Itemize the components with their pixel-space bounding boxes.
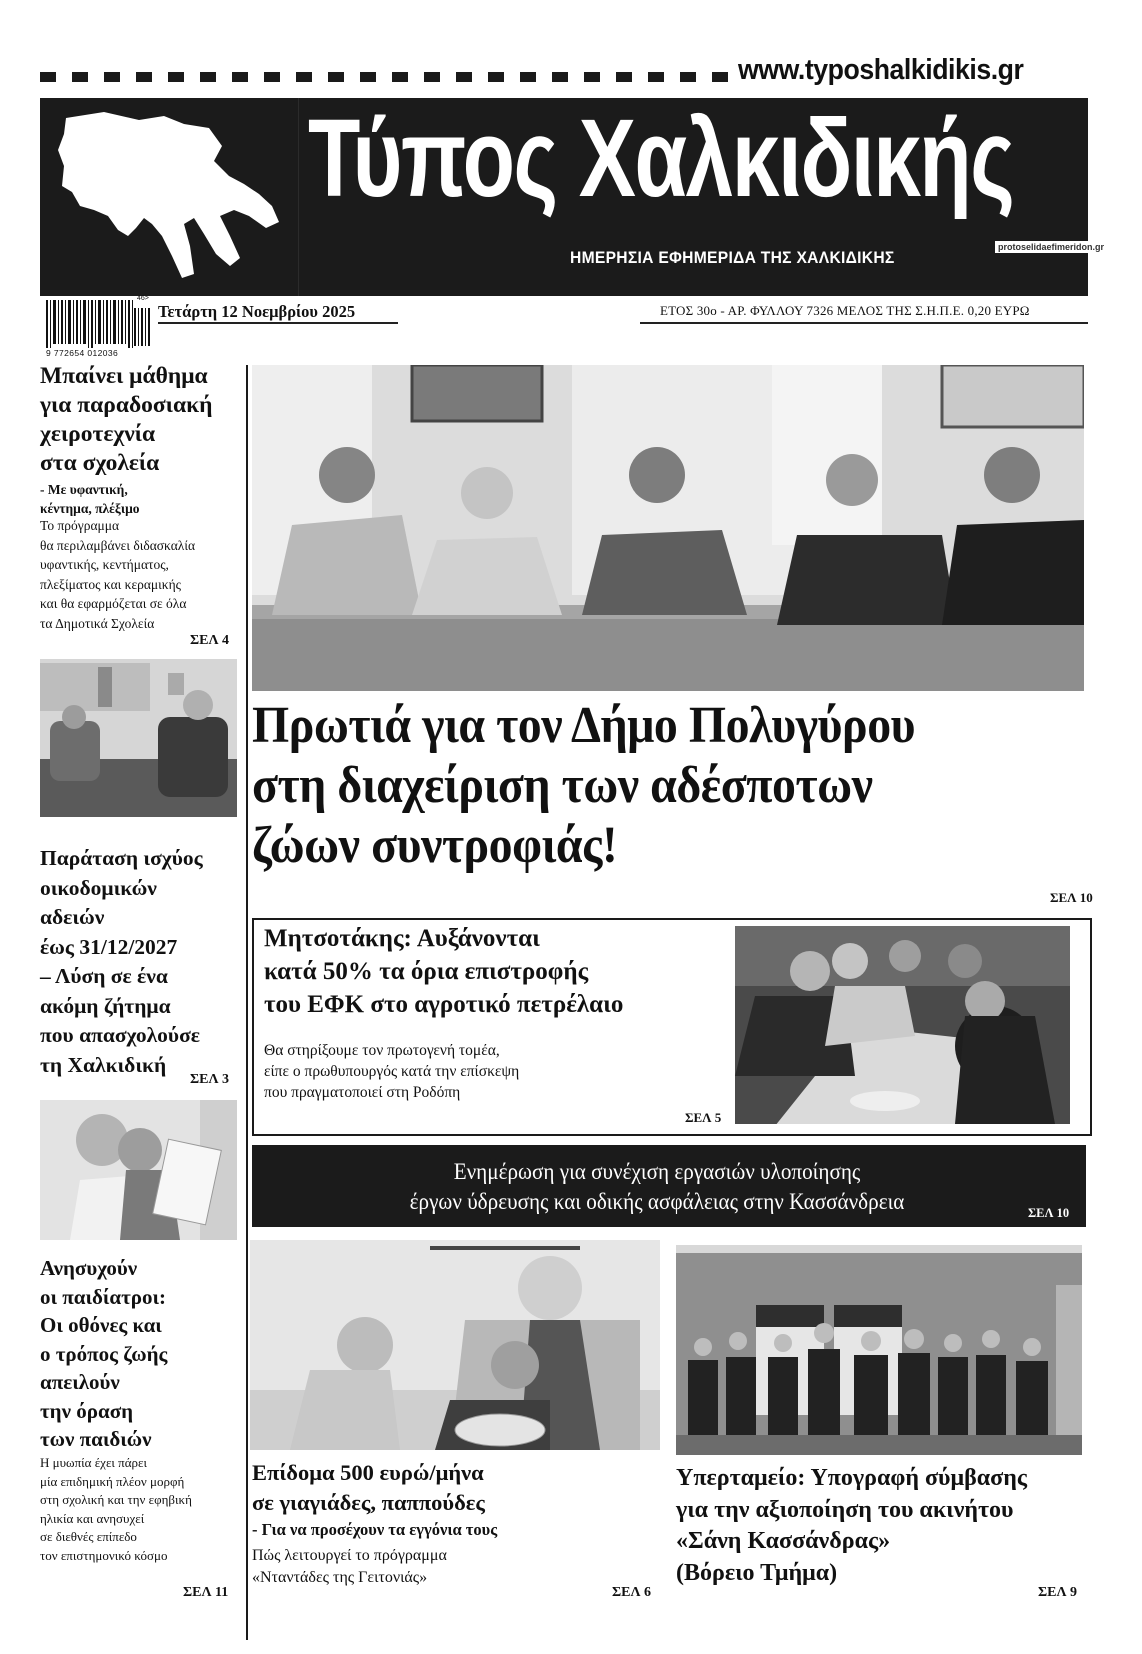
page-ref: ΣΕΛ 3 (190, 1072, 230, 1087)
story-crafts-headline[interactable]: Μπαίνει μάθημα για παραδοσιακή χειροτεχνία στα σχολεία (40, 363, 213, 476)
officials-press-conference-photo (252, 365, 1084, 691)
page-ref: ΣΕΛ 10 (1028, 1206, 1070, 1220)
newspaper-subtitle: ΗΜΕΡΗΣΙΑ ΕΦΗΜΕΡΙΔΑ ΤΗΣ ΧΑΛΚΙΔΙΚΗΣ (570, 248, 895, 267)
issue-date: Τετάρτη 12 Νοεμβρίου 2025 (158, 302, 356, 321)
date-rule (158, 322, 398, 324)
column-rule (246, 365, 248, 1640)
grandparents-headline[interactable]: Επίδομα 500 ευρώ/μήνα σε γιαγιάδες, παππούδες (252, 1460, 485, 1515)
story-myopia-body: Η μυωπία έχει πάρει μία επιδημική πλέον μορφή στη σχολική και την εφηβική ηλικία και ανησυχεί σε διεθνές επίπεδο τον επιστημονικό κόσμο (40, 1455, 192, 1563)
site-url-link[interactable]: www.typoshalkidikis.gr (738, 54, 1024, 86)
grandparents-subheadline: - Για να προσέχουν τα εγγόνια τους (252, 1520, 498, 1539)
lead-headline[interactable]: Πρωτιά για τον Δήμο Πολυγύρου στη διαχείριση των αδέσποτων ζώων συντροφιάς! (252, 697, 916, 874)
dashed-rule (40, 72, 730, 82)
info-rule (640, 322, 1088, 324)
hypertameio-headline[interactable]: Υπερταμείο: Υπογραφή σύμβασης για την αξιοποίηση του ακινήτου «Σάνη Κασσάνδρας» (Βόρειο Τμήμα) (676, 1465, 1027, 1586)
barcode-addon-icon (134, 302, 150, 346)
prime-minister-table-photo (735, 926, 1070, 1124)
page-ref: ΣΕΛ 9 (1038, 1585, 1078, 1600)
issue-info: ΕΤΟΣ 30ο - ΑΡ. ΦΥΛΛΟΥ 7326 ΜΕΛΟΣ ΤΗΣ Σ.Η.Π.Ε. 0,20 ΕΥΡΩ (660, 303, 1030, 318)
grandparents-body: Πώς λειτουργεί το πρόγραμμα «Νταντάδες της Γειτονιάς» (252, 1547, 447, 1586)
contract-signing-group-photo (676, 1245, 1082, 1455)
page-ref: ΣΕΛ 11 (183, 1585, 229, 1600)
story-permits-headline[interactable]: Παράταση ισχύος οικοδομικών αδειών έως 31/12/2027 – Λύση σε ένα ακόμη ζήτημα που απασχολούσε τη Χαλκιδική (40, 846, 203, 1077)
efk-headline[interactable]: Μητσοτάκης: Αυξάνονται κατά 50% τα όρια επιστροφής του ΕΦΚ στο αγροτικό πετρέλαιο (264, 925, 624, 1018)
page-ref: ΣΕΛ 5 (685, 1110, 722, 1125)
page-ref: ΣΕΛ 4 (190, 633, 230, 648)
barcode-number: 9 772654 012036 (46, 348, 119, 358)
barcode-addon-label: 46> (137, 295, 149, 302)
children-with-tablet-photo (40, 1100, 237, 1240)
story-crafts-body: Το πρόγραμμα θα περιλαμβάνει διδασκαλία υφαντικής, κεντήματος, πλεξίματος και κεραμικής και θα εφαρμόζεται σε όλα τα Δημοτικά Σχολεία (40, 518, 196, 631)
story-myopia-headline[interactable]: Ανησυχούν οι παιδίατροι: Οι οθόνες και ο τρόπος ζωής απειλούν την όραση των παιδιών (40, 1256, 168, 1451)
kassandreia-banner-text: Ενημέρωση για συνέχιση εργασιών υλοποίησης έργων ύδρευσης και οδικής ασφάλειας στην Κασσάνδρεια (409, 1159, 905, 1214)
page-ref: ΣΕΛ 10 (1050, 890, 1093, 905)
masthead-divider (298, 98, 299, 296)
efk-body: Θα στηρίξουμε τον πρωτογενή τομέα, είπε ο πρωθυπουργός κατά την επίσκεψη που πραγματοποιεί στη Ροδόπη (264, 1042, 520, 1101)
story-crafts-subheadline: - Με υφαντική, κέντημα, πλέξιμο (40, 482, 140, 516)
newspaper-title: Τύπος Χαλκιδικής (308, 97, 1014, 220)
page-ref: ΣΕΛ 6 (612, 1585, 652, 1600)
masthead (40, 97, 1105, 296)
office-meeting-photo (40, 659, 237, 817)
grandmother-baking-with-children-photo (250, 1240, 660, 1450)
watermark: protoselidaefimeridon.gr (995, 241, 1107, 253)
chalkidiki-map-icon (44, 106, 304, 284)
